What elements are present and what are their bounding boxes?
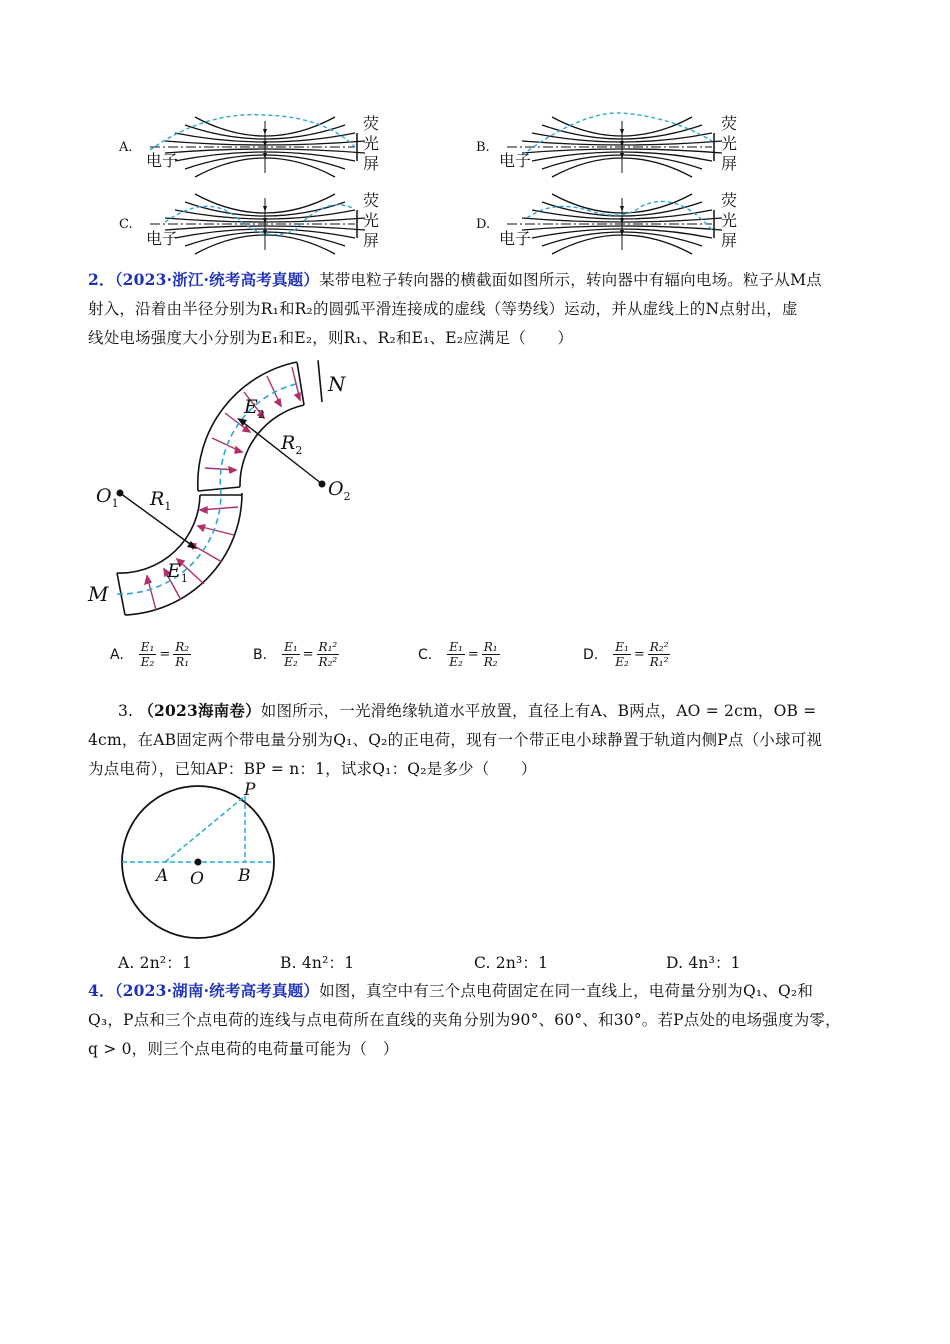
q4-source: （2023·湖南·统考高考真题）: [114, 981, 320, 1000]
q3-label-o: O: [190, 869, 204, 889]
q1-option-c-screen-label: 荧 光 屏: [363, 191, 380, 250]
q4-line2: Q₃，P点和三个点电荷的连线与点电荷所在直线的夹角分别为90°、60°、和30°。若P点处的电场强度为零，: [88, 1011, 841, 1029]
q3-option-c[interactable]: C. 2n³：1: [474, 954, 549, 972]
q1-option-d-electron-label: 电子: [499, 229, 532, 248]
q2-line1: 某带电粒子转向器的横截面如图所示，转向器中有辐向电场。粒子从M点: [319, 271, 822, 289]
q2-label-r1: $R_1$: [150, 488, 172, 513]
q2-label-e1: $E_1$: [167, 560, 188, 585]
q2-line2: 射入，沿着由半径分别为R₁和R₂的圆弧平滑连接成的虚线（等势线）运动，并从虚线上的N点射出，虚: [88, 300, 798, 318]
q2-label-n: N: [328, 372, 346, 396]
q1-option-d-letter[interactable]: D.: [476, 217, 491, 232]
q1-option-b-screen-label: 荧 光 屏: [721, 114, 738, 173]
q2-option-d[interactable]: D. $\frac{\text{E₁}}{\text{E₂}}$ = $\frac{\text{R₂²}}{\text{R₁²}}$: [583, 640, 669, 669]
q3-option-d[interactable]: D. 4n³：1: [666, 954, 741, 972]
q1-option-c-electron-label: 电子: [146, 229, 179, 248]
q4-stem: [88, 980, 888, 1060]
q3-option-b[interactable]: B. 4n²：1: [280, 954, 355, 972]
q3-number: 3.: [118, 702, 134, 720]
q2-option-a[interactable]: A. $\frac{\text{E₁}}{\text{E₂}}$ = $\frac{\text{R₂}}{\text{R₁}}$: [110, 640, 190, 669]
q1-option-b-electron-label: 电子: [499, 151, 532, 170]
q1-option-b-letter[interactable]: B.: [476, 140, 490, 155]
q2-option-b[interactable]: B. $\frac{\text{E₁}}{\text{E₂}}$ = $\frac{\text{R₁²}}{\text{R₂²}}$: [253, 640, 338, 669]
q2-source: （2023·浙江·统考高考真题）: [114, 270, 320, 289]
q1-option-a-screen-label: 荧 光 屏: [363, 114, 380, 173]
q2-label-e2: $E_2$: [244, 396, 265, 421]
q3-option-a[interactable]: A. 2n²：1: [118, 954, 193, 972]
q3-label-p: P: [244, 780, 256, 800]
q4-line3: q > 0，则三个点电荷的电荷量可能为（ ）: [88, 1040, 399, 1058]
q2-label-m: M: [88, 582, 109, 606]
q2-line3: 线处电场强度大小分别为E₁和E₂，则R₁、R₂和E₁、E₂应满足（ ）: [88, 329, 574, 347]
q2-label-o1: $O_1$: [96, 485, 119, 510]
q2-option-c[interactable]: C. $\frac{\text{E₁}}{\text{E₂}}$ = $\frac{\text{R₁}}{\text{R₂}}$: [418, 640, 498, 669]
q3-label-b: B: [238, 866, 251, 886]
q1-option-c-letter[interactable]: C.: [119, 217, 133, 232]
q3-label-a: A: [156, 866, 169, 886]
q2-label-r2: $R_2$: [281, 432, 303, 457]
q1-option-d-screen-label: 荧 光 屏: [721, 191, 738, 250]
q4-number: 4．: [88, 981, 115, 1000]
q3-source: （2023海南卷）: [138, 701, 261, 720]
q1-option-a-letter[interactable]: A.: [119, 140, 133, 155]
q4-line1: 如图，真空中有三个点电荷固定在同一直线上，电荷量分别为Q₁、Q₂和: [319, 982, 814, 1000]
q2-label-o2: $O_2$: [328, 478, 351, 503]
q2-number: 2．: [88, 270, 115, 289]
q1-option-a-electron-label: 电子: [146, 151, 179, 170]
q3-line3: 为点电荷），已知AP：BP = n：1，试求Q₁：Q₂是多少（ ）: [88, 760, 537, 778]
q3-line1: 如图所示，一光滑绝缘轨道水平放置，直径上有A、B两点，AO = 2cm，OB =: [260, 702, 817, 720]
q3-line2: 4cm，在AB固定两个带电量分别为Q₁、Q₂的正电荷，现有一个带正电小球静置于轨道内侧P点（小球可视: [88, 731, 823, 749]
